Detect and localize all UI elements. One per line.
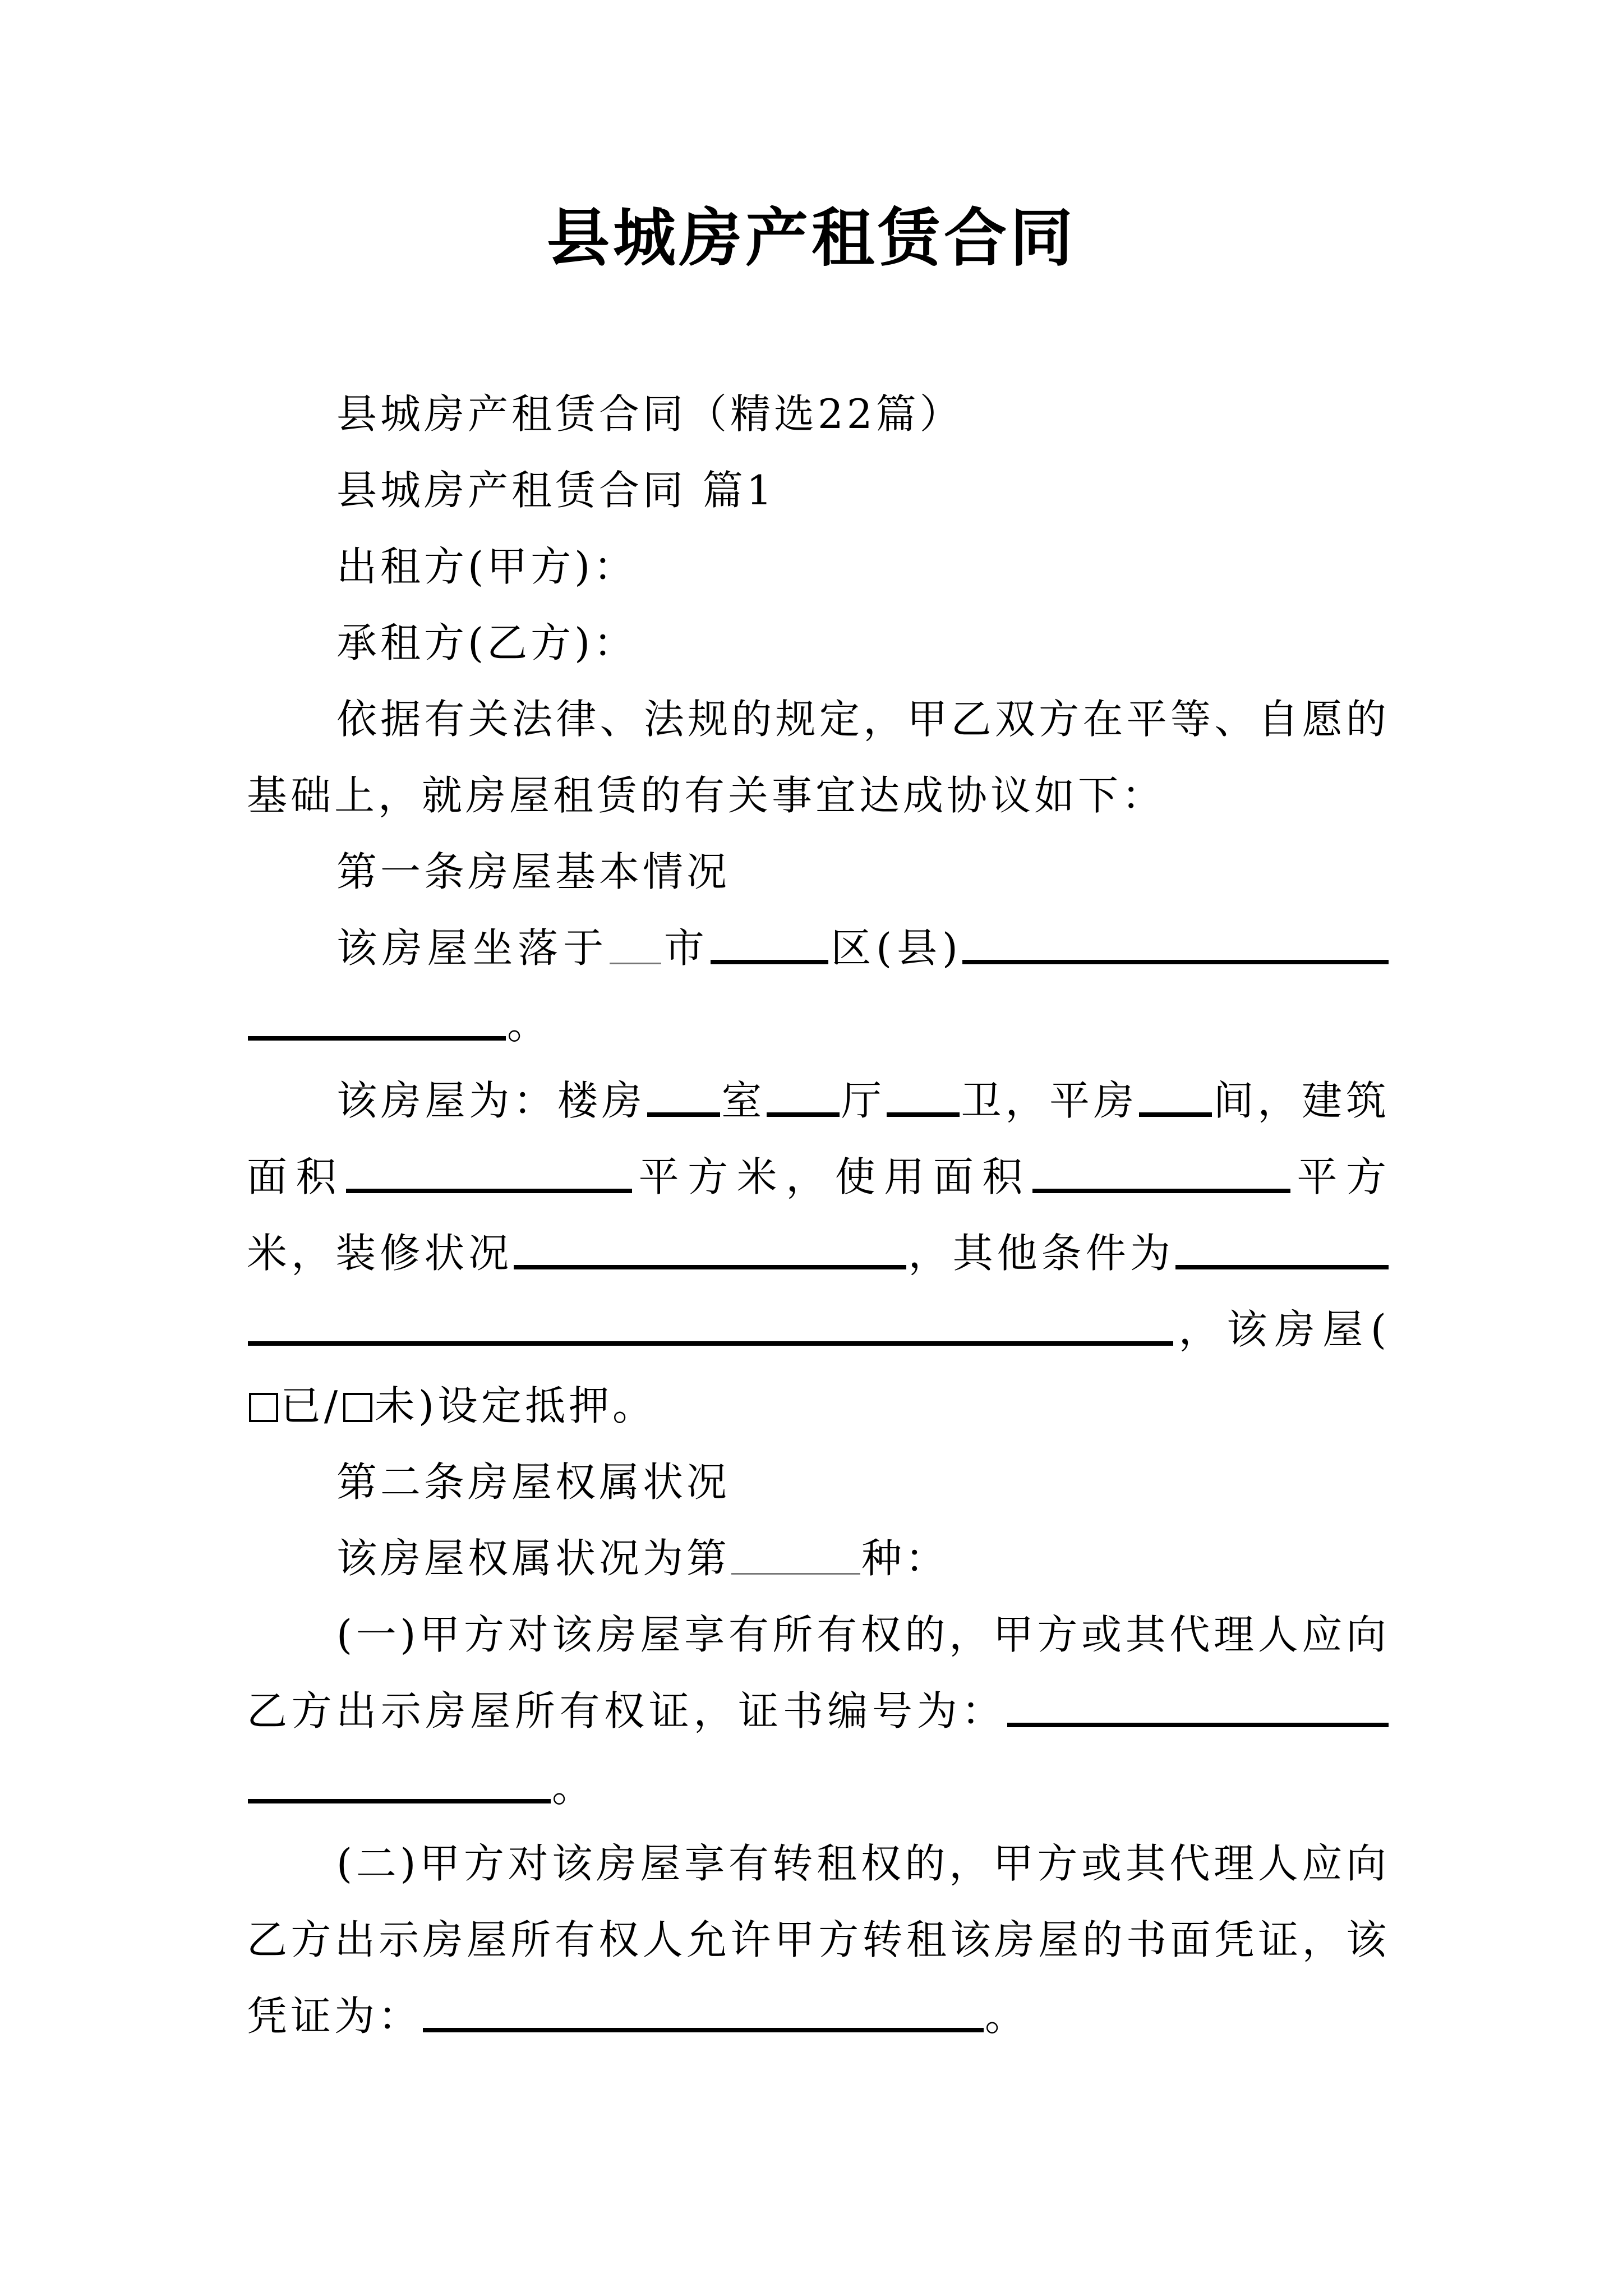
certificate-number-blank-continued <box>248 1763 551 1803</box>
location-end: 。 <box>507 1001 551 1048</box>
location-district-label: 区(县) <box>829 924 961 972</box>
article2-heading: 第二条房屋权属状况 <box>336 1458 731 1506</box>
intro-paragraph: 依据有关法律、法规的规定，甲乙双方在平等、自愿的基础上，就房屋租赁的有关事宜达成协议如下： <box>247 696 1390 819</box>
details-text-4: 卫，平房 <box>960 1077 1138 1124</box>
ownership-type-blank <box>731 1536 860 1575</box>
ownership-item-2-end: 。 <box>985 1993 1029 2040</box>
details-text-3: 厅 <box>841 1077 886 1124</box>
rooms-blank <box>647 1076 720 1117</box>
subtitle: 县城房产租赁合同（精选22篇） <box>336 390 963 438</box>
mortgaged-checkbox <box>249 1393 278 1422</box>
address-blank-continued <box>248 1000 506 1041</box>
ownership-type-prefix: 该房屋权属状况为第 <box>336 1535 731 1582</box>
halls-blank <box>767 1076 840 1117</box>
address-blank <box>962 923 1389 964</box>
details-text-7: 平方米，装修状况 <box>247 1153 1390 1277</box>
ownership-item-1-text: (一)甲方对该房屋享有所有权的，甲方或其代理人应向乙方出示房屋所有权证，证书编号为： <box>247 1611 1390 1734</box>
district-blank <box>711 923 828 964</box>
details-paragraph <box>247 1062 1390 1444</box>
bungalow-rooms-blank <box>1139 1076 1212 1117</box>
baths-blank <box>887 1076 960 1117</box>
details-text-11: 未)设定抵押。 <box>374 1382 657 1429</box>
details-text-2: 室 <box>721 1077 766 1124</box>
lessor-label: 出租方(甲方)： <box>336 543 638 590</box>
details-text-6: 平方米，使用面积 <box>633 1153 1031 1200</box>
ownership-item-1-end: 。 <box>552 1764 596 1811</box>
location-paragraph <box>247 910 1390 1062</box>
details-text-10: 已/ <box>280 1382 342 1429</box>
details-text-5: 间，建筑面积 <box>247 1077 1390 1200</box>
city-blank <box>610 926 661 964</box>
building-area-blank <box>346 1152 632 1193</box>
document-title: 县城房产租赁合同 <box>547 201 1076 275</box>
location-prefix: 该房屋坐落于 <box>336 924 608 972</box>
document-body <box>247 376 1390 2054</box>
decoration-blank <box>514 1228 906 1269</box>
details-text-8: ，其他条件为 <box>907 1230 1174 1277</box>
lessee-label: 承租方(乙方)： <box>336 619 638 666</box>
section-heading: 县城房产租赁合同 篇1 <box>336 467 776 514</box>
not-mortgaged-checkbox <box>343 1393 372 1422</box>
details-text-9: ，该房屋( <box>1174 1306 1390 1353</box>
location-city-label: 市 <box>662 924 709 972</box>
certificate-number-blank <box>1007 1686 1389 1727</box>
ownership-type-suffix: 种： <box>861 1535 949 1582</box>
ownership-type-paragraph <box>247 1520 1390 1596</box>
details-text-1: 该房屋为：楼房 <box>336 1077 646 1124</box>
voucher-blank <box>423 1991 984 2032</box>
other-conditions-blank-continued <box>248 1305 1173 1346</box>
ownership-item-2-text: (二)甲方对该房屋享有转租权的，甲方或其代理人应向乙方出示房屋所有权人允许甲方转租该房屋的书面凭证，该凭证为： <box>247 1840 1390 2040</box>
ownership-item-2 <box>247 1825 1390 2054</box>
ownership-item-1 <box>247 1596 1390 1825</box>
usable-area-blank <box>1032 1152 1290 1193</box>
article1-heading: 第一条房屋基本情况 <box>336 848 731 895</box>
other-conditions-blank <box>1175 1228 1389 1269</box>
